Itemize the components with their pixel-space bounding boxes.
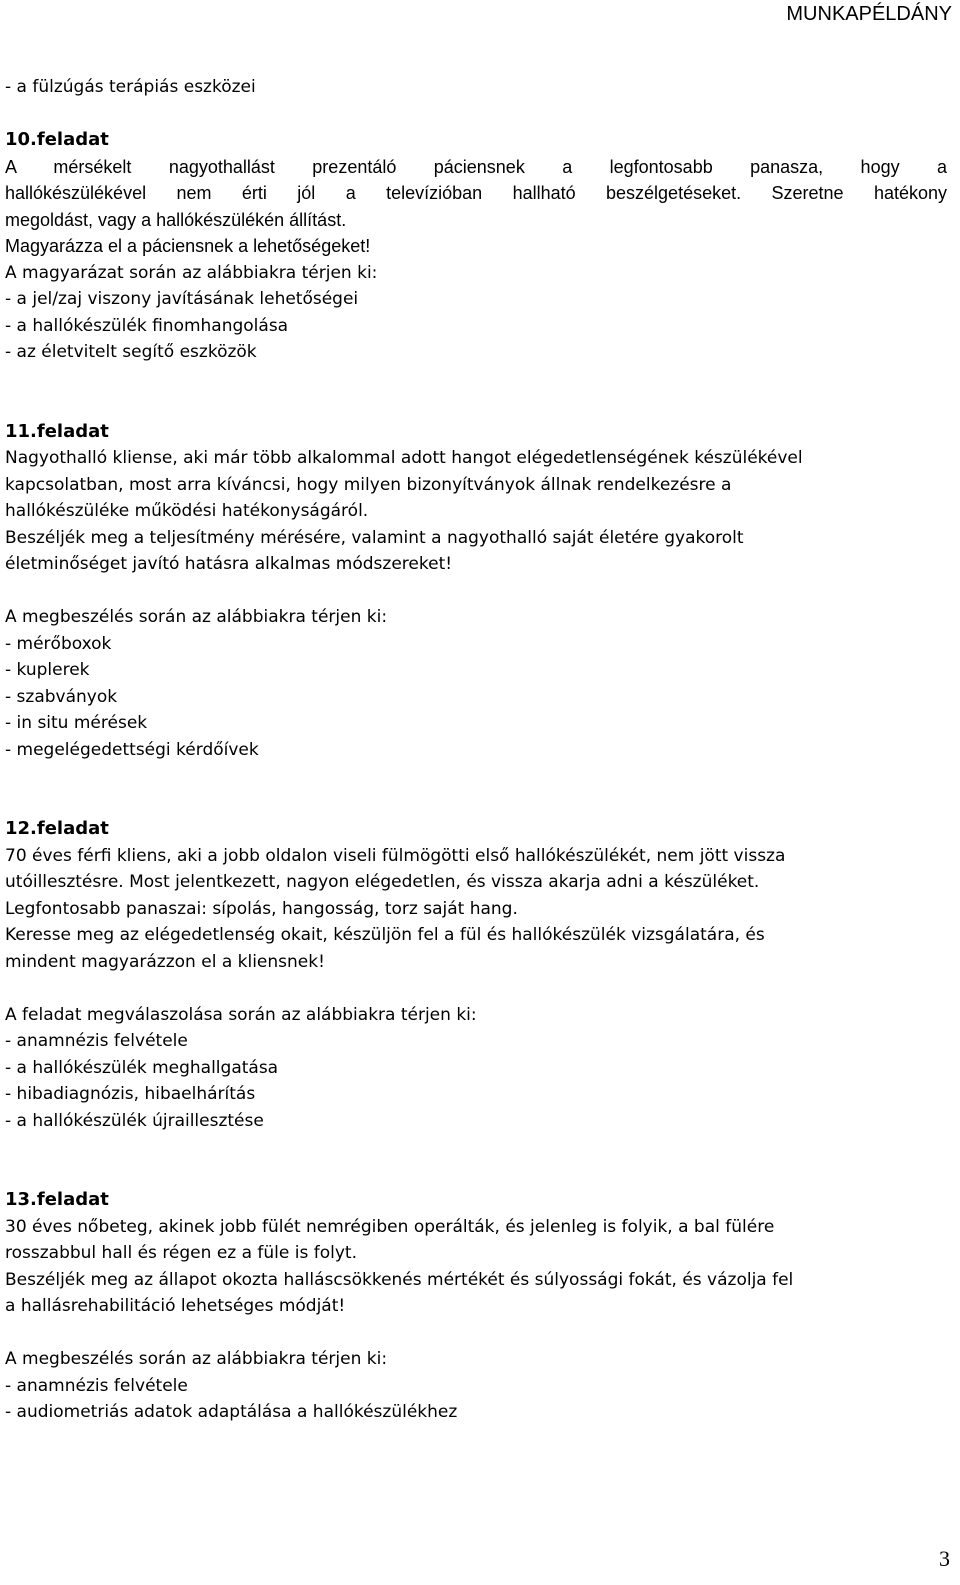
task-text-line: Beszéljék meg az állapot okozta halláscsökkenés mértékét és súlyossági fokát, és vázolja fel [5,1269,794,1290]
task-text-line: kapcsolatban, most arra kíváncsi, hogy milyen bizonyítványok állnak rendelkezésre a [5,474,732,495]
task-prompt: A megbeszélés során az alábbiakra térjen ki: [5,1349,388,1369]
intro-line: - a fülzúgás terápiás eszközei [5,77,256,97]
list-item: - megelégedettségi kérdőívek [5,739,259,760]
list-item: - a hallókészülék meghallgatása [5,1057,279,1078]
list-item: - a hallókészülék finomhangolása [5,315,289,336]
task-prompt: A megbeszélés során az alábbiakra térjen ki: [5,607,388,627]
task-title: 12.feladat [5,818,109,839]
task-text-line: életminőséget javító hatásra alkalmas módszereket! [5,554,453,574]
task-text-line: Beszéljék meg a teljesítmény mérésére, valamint a nagyothalló saját életére gyakorolt [5,527,744,548]
task-text-line: Legfontosabb panaszai: sípolás, hangosság, torz saját hang. [5,898,518,919]
list-item: - kuplerek [5,660,90,680]
task-12 [5,816,947,1134]
list-item: - a hallókészülék újraillesztése [5,1110,264,1131]
task-text-line: Keresse meg az elégedetlenség okait, készüljön fel a fül és hallókészülék vizsgálatára, és [5,925,765,945]
page-number: 3 [939,1546,950,1571]
task-text-line: utóillesztésre. Most jelentkezett, nagyon elégedetlen, és vissza akarja adni a készüléket. [5,872,760,892]
task-prompt: A magyarázat során az alábbiakra térjen ki: [5,262,378,283]
list-item: - mérőboxok [5,633,112,654]
task-text-line: Magyarázza el a páciensnek a lehetőségeket! [5,236,371,256]
task-text-line: mindent magyarázzon el a kliensnek! [5,951,325,972]
list-item: - szabványok [5,686,118,707]
list-item: - audiometriás adatok adaptálása a hallókészülékhez [5,1402,458,1422]
list-item: - anamnézis felvétele [5,1031,188,1051]
document-header-label: MUNKAPÉLDÁNY [786,3,952,25]
task-text-line: 30 éves nőbeteg, akinek jobb fülét nemrégiben operálták, és jelenleg is folyik, a bal fülére [5,1216,775,1237]
task-text-line: A mérsékelt nagyothallást prezentáló páciensnek a legfontosabb panasza, hogy a [5,156,947,177]
task-text-line: a hallásrehabilitáció lehetséges módját! [5,1296,346,1316]
list-item: - a jel/zaj viszony javításának lehetőségei [5,289,359,309]
task-text-line: hallókészülékével nem érti jól a televízióban hallható beszélgetéseket. Szeretne hatékony [5,183,947,203]
task-title: 11.feladat [5,420,109,442]
task-11 [5,419,947,764]
list-item: - hibadiagnózis, hibaelhárítás [5,1084,256,1104]
task-text-line: hallókészüléke működési hatékonyságáról. [5,501,369,521]
task-text-line: Nagyothalló kliense, aki már több alkalommal adott hangot elégedetlenségének készülékével [5,448,803,468]
list-item: - anamnézis felvétele [5,1375,188,1396]
list-item: - in situ mérések [5,713,148,733]
task-text-line: rosszabbul hall és régen ez a füle is folyt. [5,1243,357,1263]
task-10 [5,127,947,366]
document-body [5,74,947,1426]
task-13 [5,1187,947,1426]
task-title: 13.feladat [5,1189,109,1210]
task-title: 10.feladat [5,129,109,150]
list-item: - az életvitelt segítő eszközök [5,342,257,362]
task-text-line: megoldást, vagy a hallókészülékén állítást. [5,209,347,230]
task-prompt: A feladat megválaszolása során az alábbiakra térjen ki: [5,1004,477,1025]
task-text-line: 70 éves férfi kliens, aki a jobb oldalon viseli fülmögötti első hallókészülékét, nem jött vissza [5,845,786,866]
